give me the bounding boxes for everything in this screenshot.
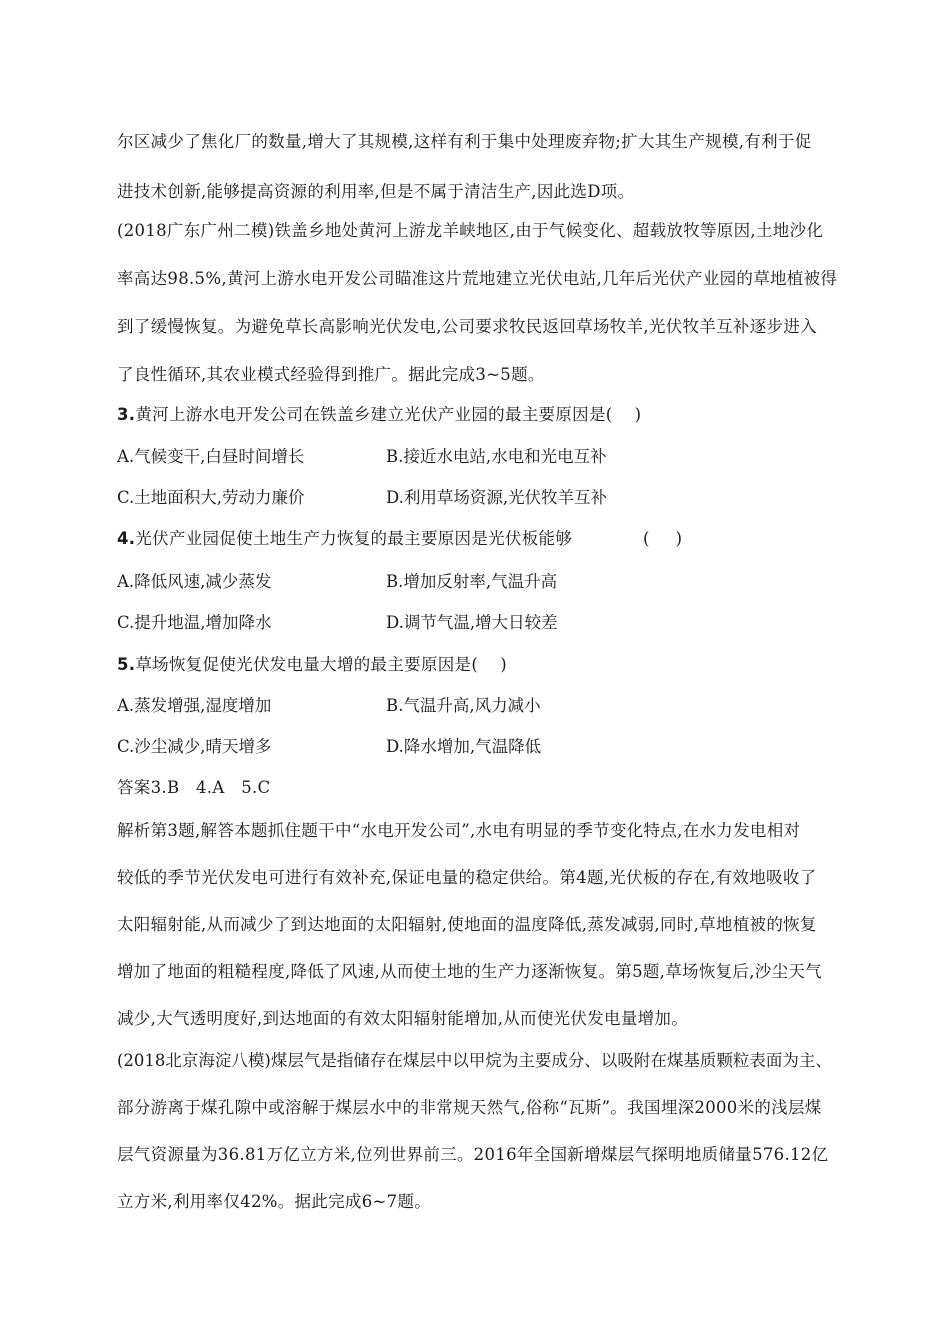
answer-paren: ) [612,405,642,424]
analysis-line-3: 太阳辐射能,从而减少了到达地面的太阳辐射,使地面的温度降低,蒸发减弱,同时,草地植被的恢复 [117,915,817,934]
question-3-option-b: B.接近水电站,水电和光电互补 [386,447,607,466]
analysis-line-4: 增加了地面的粗糙程度,降低了风速,从而使土地的生产力逐渐恢复。第5题,草场恢复后,沙尘天气 [117,962,822,981]
question-5 [117,654,837,676]
question-3 [117,404,837,426]
passage2-line-1: (2018广东广州二模)铁盖乡地处黄河上游龙羊峡地区,由于气候变化、超载放牧等原因,土地沙化 [117,221,824,240]
question-5-option-c: C.沙尘减少,晴天增多 [117,737,272,756]
analysis-line-2: 较低的季节光伏发电可进行有效补充,保证电量的稳定供给。第4题,光伏板的存在,有效地吸收了 [117,868,817,887]
answer-paren: ) [478,655,508,674]
passage3-line-3: 层气资源量为36.81万亿立方米,位列世界前三。2016年全国新增煤层气探明地质储量576.12亿 [117,1145,829,1164]
passage3-line-1: (2018北京海淀八模)煤层气是指储存在煤层中以甲烷为主要成分、以吸附在煤基质颗粒表面为主、 [117,1051,832,1070]
question-4-option-d: D.调节气温,增大日较差 [386,613,558,632]
question-text: 草场恢复促使光伏发电量大增的最主要原因是( [135,655,479,674]
passage2-line-2: 率高达98.5%,黄河上游水电开发公司瞄准这片荒地建立光伏电站,几年后光伏产业园的草地植被得 [117,269,838,288]
passage2-line-4: 了良性循环,其农业模式经验得到推广。据此完成3~5题。 [117,365,545,384]
question-4-answer-paren: ( ) [643,529,683,548]
question-4-option-b: B.增加反射率,气温升高 [386,572,558,591]
analysis-line-5: 减少,大气透明度好,到达地面的有效太阳辐射能增加,从而使光伏发电量增加。 [117,1009,689,1028]
question-text: 光伏产业园促使土地生产力恢复的最主要原因是光伏板能够 [135,529,573,548]
question-3-option-c: C.土地面积大,劳动力廉价 [117,488,305,507]
question-4-option-a: A.降低风速,减少蒸发 [117,572,272,591]
question-number: 3. [117,405,136,424]
passage3-line-2: 部分游离于煤孔隙中或溶解于煤层水中的非常规天然气,俗称“瓦斯”。我国埋深2000米的浅层煤 [117,1098,822,1117]
question-3-option-a: A.气候变干,白昼时间增长 [117,447,305,466]
question-4-option-c: C.提升地温,增加降水 [117,613,272,632]
question-5-option-b: B.气温升高,风力减小 [386,696,541,715]
question-text: 黄河上游水电开发公司在铁盖乡建立光伏产业园的最主要原因是( [135,405,613,424]
question-4 [117,528,837,550]
answer-line: 答案3.B 4.A 5.C [117,778,271,797]
passage3-line-4: 立方米,利用率仅42%。据此完成6~7题。 [117,1192,432,1211]
passage1-line-1: 尔区减少了焦化厂的数量,增大了其规模,这样有利于集中处理废弃物;扩大其生产规模,有利于促 [117,132,812,151]
question-number: 5. [117,655,136,674]
question-5-option-a: A.蒸发增强,湿度增加 [117,696,272,715]
analysis-line-1: 解析第3题,解答本题抓住题干中“水电开发公司”,水电有明显的季节变化特点,在水力发电相对 [117,821,801,840]
passage1-line-2: 进技术创新,能够提高资源的利用率,但是不属于清洁生产,因此选D项。 [117,182,635,201]
question-number: 4. [117,529,136,548]
passage2-line-3: 到了缓慢恢复。为避免草长高影响光伏发电,公司要求牧民返回草场牧羊,光伏牧羊互补逐步进入 [117,317,817,336]
question-5-option-d: D.降水增加,气温降低 [386,737,542,756]
question-3-option-d: D.利用草场资源,光伏牧羊互补 [386,488,608,507]
